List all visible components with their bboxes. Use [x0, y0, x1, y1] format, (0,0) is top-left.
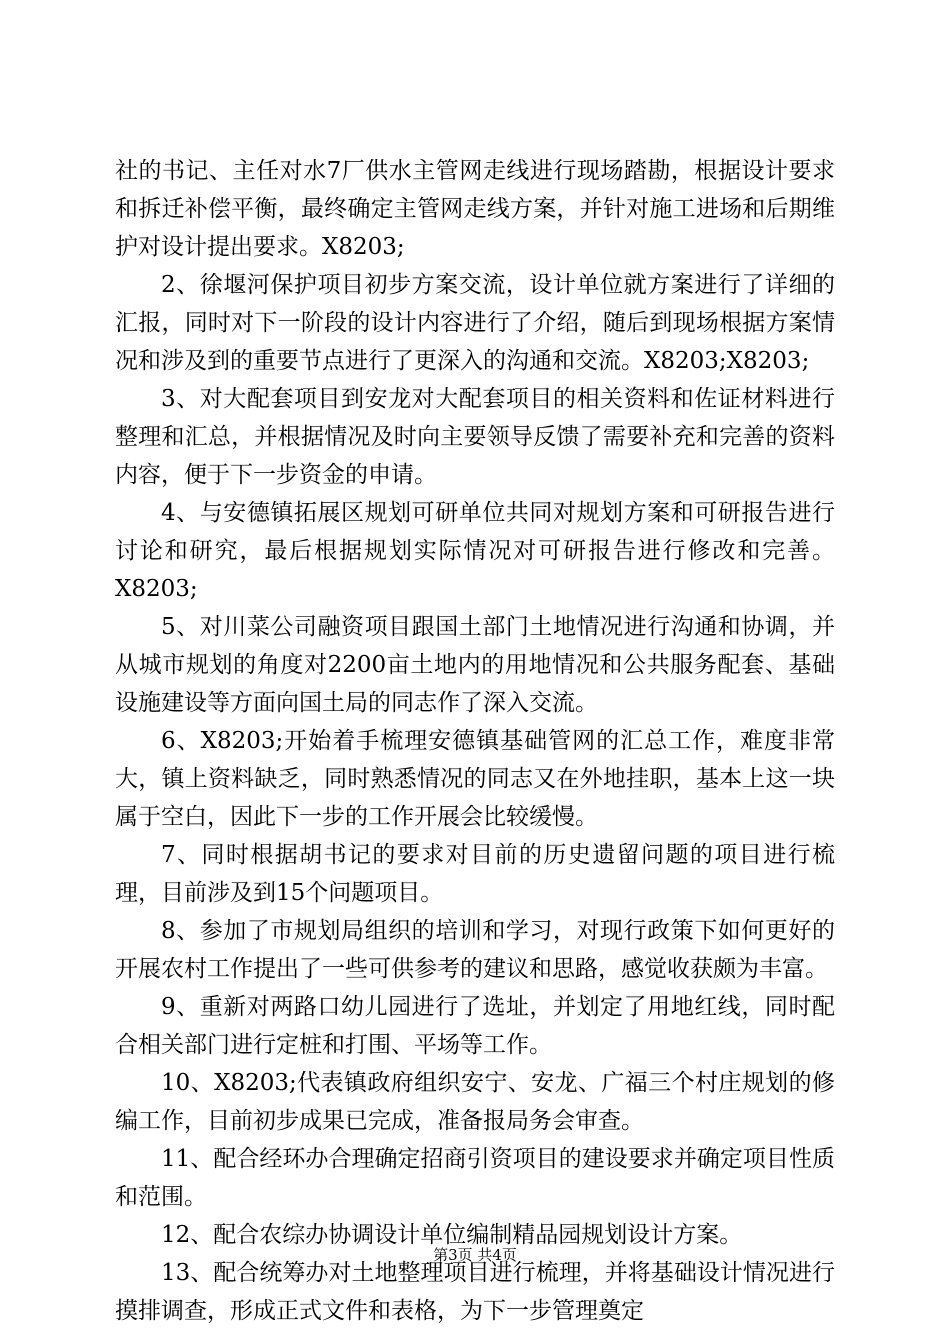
- page-number-label: 第3页 共4页: [433, 1246, 517, 1264]
- document-body: [115, 152, 835, 1330]
- paragraph-item-2: 2、徐堰河保护项目初步方案交流，设计单位就方案进行了详细的汇报，同时对下一阶段的设计内容进行了介绍，随后到现场根据方案情况和涉及到的重要节点进行了更深入的沟通和交流。X8203;X8203;: [115, 272, 835, 374]
- paragraph-item-5: 5、对川菜公司融资项目跟国土部门土地情况进行沟通和协调，并从城市规划的角度对2200亩土地内的用地情况和公共服务配套、基础设施建设等方面向国土局的同志作了深入交流。: [115, 614, 835, 716]
- paragraph-item-6: 6、X8203;开始着手梳理安德镇基础管网的汇总工作，难度非常大，镇上资料缺乏，同时熟悉情况的同志又在外地挂职，基本上这一块属于空白，因此下一步的工作开展会比较缓慢。: [115, 728, 835, 830]
- paragraph-item-13: 13、配合统筹办对土地整理项目进行梳理，并将基础设计情况进行摸排调查，形成正式文件和表格，为下一步管理奠定: [115, 1260, 835, 1324]
- paragraph-item-9: 9、重新对两路口幼儿园进行了选址，并划定了用地红线，同时配合相关部门进行定桩和打围、平场等工作。: [115, 994, 835, 1058]
- paragraph-item-11: 11、配合经环办合理确定招商引资项目的建设要求并确定项目性质和范围。: [115, 1146, 835, 1210]
- paragraph-item-8: 8、参加了市规划局组织的培训和学习，对现行政策下如何更好的开展农村工作提出了一些可供参考的建议和思路，感觉收获颇为丰富。: [115, 918, 835, 982]
- paragraph-item-10: 10、X8203;代表镇政府组织安宁、安龙、广福三个村庄规划的修编工作，目前初步成果已完成，准备报局务会审查。: [115, 1070, 835, 1134]
- paragraph-item-7: 7、同时根据胡书记的要求对目前的历史遗留问题的项目进行梳理，目前涉及到15个问题项目。: [115, 842, 835, 906]
- paragraph-continuation: 社的书记、主任对水7厂供水主管网走线进行现场踏勘，根据设计要求和拆迁补偿平衡，最终确定主管网走线方案，并针对施工进场和后期维护对设计提出要求。X8203;: [115, 158, 835, 260]
- paragraph-item-12: 12、配合农综办协调设计单位编制精品园规划设计方案。: [161, 1222, 743, 1248]
- paragraph-item-4: 4、与安德镇拓展区规划可研单位共同对规划方案和可研报告进行讨论和研究，最后根据规划实际情况对可研报告进行修改和完善。X8203;: [115, 500, 835, 602]
- page-footer: [0, 1244, 950, 1266]
- paragraph-item-3: 3、对大配套项目到安龙对大配套项目的相关资料和佐证材料进行整理和汇总，并根据情况及时向主要领导反馈了需要补充和完善的资料内容，便于下一步资金的申请。: [115, 386, 835, 488]
